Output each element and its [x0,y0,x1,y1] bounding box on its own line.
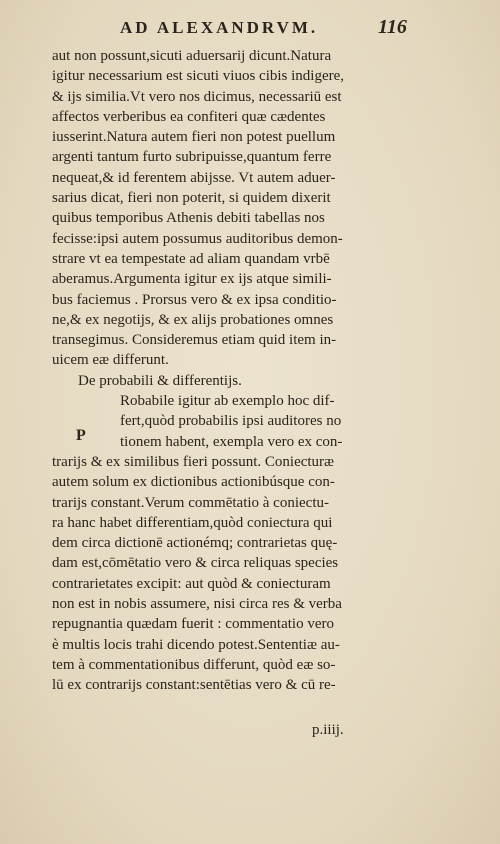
text-line: iusserint.Natura autem fieri non potest puellum [52,129,336,146]
text-line: affectos verberibus ea confiteri quæ cædentes [52,108,326,125]
text-line: argenti tantum furto subripuisse,quantum ferre [52,149,332,166]
text-line: dem circa dictionē actionémq; contrarietas quę- [52,535,338,552]
text-line: contrarietates excipit: aut quòd & coniecturam [52,575,331,592]
text-line: lū ex contrarijs constant:sentētias vero & cū re- [52,677,336,694]
section-heading: De probabili & differentijs. [78,372,242,389]
text-line: repugnantia quædam fuerit : commentatio vero [52,616,334,633]
page-header [0,18,500,42]
text-line: nequeat,& id ferentem abijsse. Vt autem aduer- [52,169,336,186]
text-line: trarijs & ex similibus fieri possunt. Coniecturæ [52,453,335,470]
text-line: aberamus.Argumenta igitur ex ijs atque simili- [52,271,332,288]
text-line: tem à commentationibus differunt, quòd eæ so- [52,656,336,673]
signature-mark: p.iiij. [312,722,344,738]
text-line: transegimus. Consideremus etiam quid item in- [52,332,337,349]
folio-number: 116 [378,16,407,38]
text-line: trarijs constant.Verum commētatio à coniectu- [52,494,329,511]
text-block [52,46,400,696]
text-line: igitur necessarium est sicuti viuos cibis indigere, [52,68,345,85]
text-line: non est in nobis assumere, nisi circa res & verba [52,596,342,613]
drop-initial: P [76,427,86,444]
text-line: bus faciemus . Prorsus vero & ex ipsa conditio- [52,291,337,308]
text-line: dam est,cōmētatio vero & circa reliquas species [52,555,339,572]
text-line-indented: tionem habent, exempla vero ex con- [120,433,343,450]
text-line: uicem eæ differunt. [52,352,169,369]
text-line: & ijs similia.Vt vero nos dicimus, necessariū est [52,88,342,105]
text-line-indented: Robabile igitur ab exemplo hoc dif- [120,393,335,410]
text-line: è multis locis trahi dicendo potest.Sententiæ au- [52,636,340,653]
text-line: sarius dicat, fieri non poterit, si quidem dixerit [52,190,331,207]
text-line-indented: fert,quòd probabilis ipsi auditores no [120,413,342,430]
text-line: quibus temporibus Athenis debiti tabellas nos [52,210,325,227]
text-line: ra hanc habet differentiam,quòd coniectura qui [52,514,333,531]
text-line: fecisse:ipsi autem possumus auditoribus demon- [52,230,343,247]
text-line: aut non possunt,sicuti aduersarij dicunt.Natura [52,48,332,64]
running-head: AD ALEXANDRVM. [120,18,319,37]
text-line: ne,& ex negotijs, & ex alijs probationes omnes [52,311,334,328]
text-line: autem solum ex dictionibus actionibúsque con- [52,474,335,491]
text-line: strare vt ea tempestate ad aliam quandam vrbē [52,250,330,267]
